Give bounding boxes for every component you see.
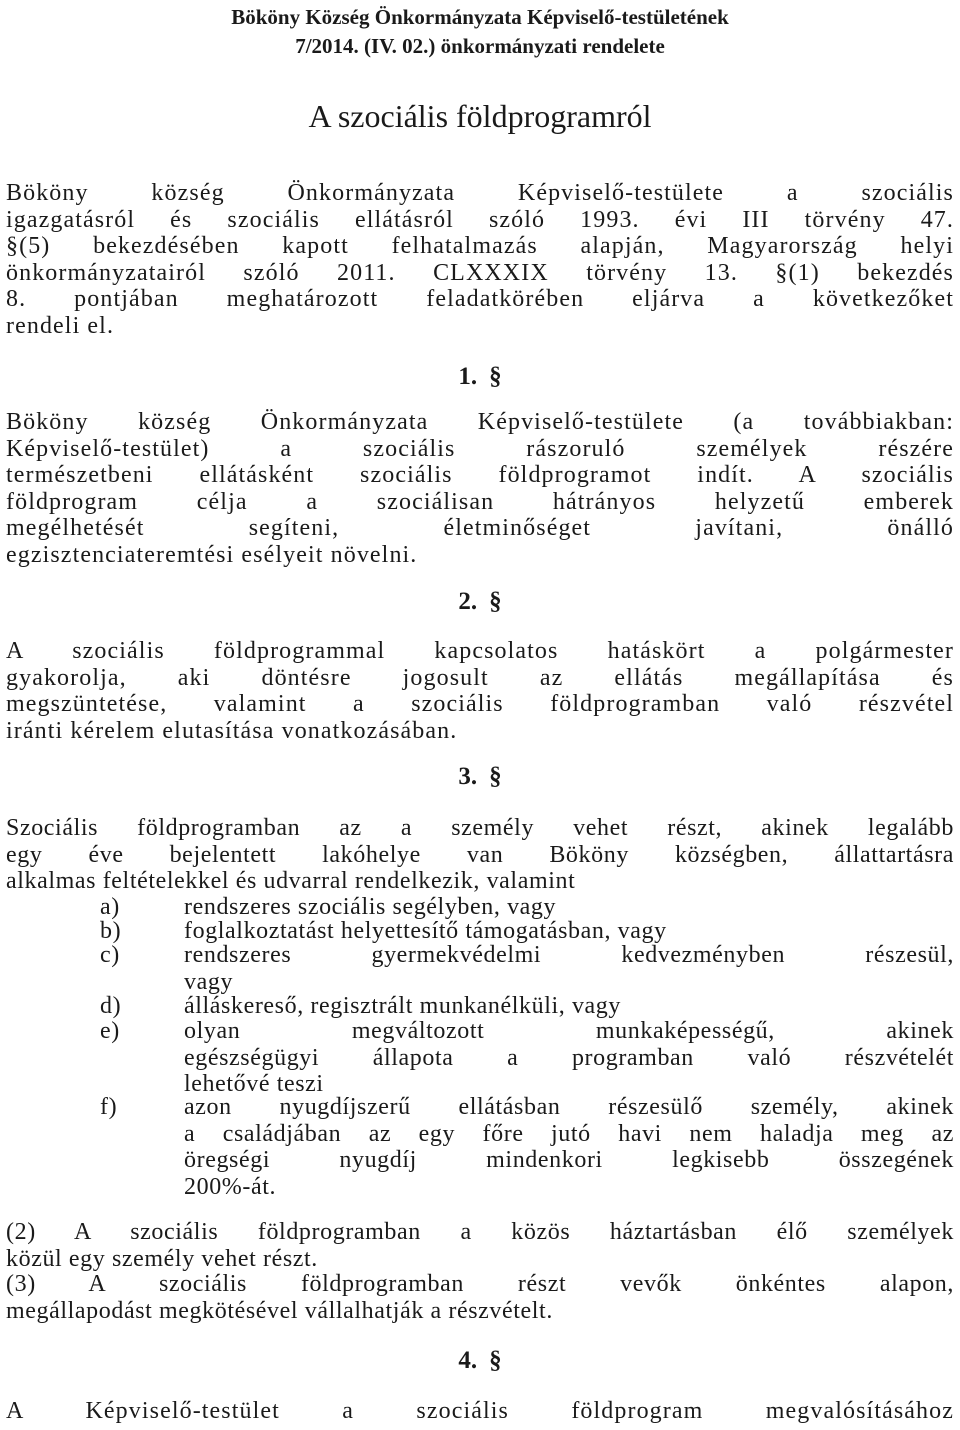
section-heading-4 bbox=[0, 1347, 960, 1375]
preamble-line: rendeli el. bbox=[6, 312, 115, 339]
section-line: megélhetését segíteni, életminőséget javítani, önálló bbox=[6, 515, 954, 542]
section-line: Képviselő-testület) a szociális rászoruló személyek részére bbox=[6, 435, 954, 462]
list-item-line: rendszeres szociális segélyben, vagy bbox=[184, 894, 557, 920]
section-heading-2 bbox=[0, 588, 960, 616]
section-line: megállapodást megkötésével vállalhatják a részvételt. bbox=[6, 1297, 553, 1324]
list-item-line: vagy bbox=[184, 968, 234, 995]
section-number: 2. bbox=[458, 588, 478, 615]
section-line: Szociális földprogramban az a személy vehet részt, akinek legalább bbox=[6, 815, 954, 841]
paragraph-sign: § bbox=[489, 763, 502, 790]
section-heading-3 bbox=[0, 763, 960, 791]
section-line: földprogram célja a szociálisan hátrányos helyzetű emberek bbox=[6, 488, 954, 515]
preamble-line: önkormányzatairól szóló 2011. CLXXXIX törvény 13. §(1) bekezdés bbox=[6, 259, 954, 286]
list-item-label: c) bbox=[100, 942, 120, 968]
section-number: 3. bbox=[458, 763, 478, 790]
section-line: alkalmas feltételekkel és udvarral rendelkezik, valamint bbox=[6, 868, 576, 895]
list-item-line: foglalkoztatást helyettesítő támogatásban, vagy bbox=[184, 918, 667, 944]
list-item-line: 200%-át. bbox=[184, 1173, 277, 1200]
paragraph-sign: § bbox=[489, 363, 502, 390]
section-number: 4. bbox=[458, 1347, 478, 1374]
section-1-text bbox=[6, 409, 954, 569]
section-line: közül egy személy vehet részt. bbox=[6, 1245, 318, 1272]
list-item-line: olyan megváltozott munkaképességű, akinek bbox=[184, 1018, 954, 1044]
section-line: (3) A szociális földprogramban részt vevők önkéntes alapon, bbox=[6, 1271, 954, 1297]
preamble-line: igazgatásról és szociális ellátásról szóló 1993. évi III törvény 47. bbox=[6, 206, 954, 233]
section-line: Bököny község Önkormányzata Képviselő-testülete (a továbbiakban: bbox=[6, 409, 954, 435]
section-3-paragraph-3 bbox=[6, 1271, 954, 1324]
section-line: (2) A szociális földprogramban a közös háztartásban élő személyek bbox=[6, 1219, 954, 1245]
section-4-text bbox=[6, 1398, 954, 1425]
list-item-line: rendszeres gyermekvédelmi kedvezményben részesül, bbox=[184, 942, 954, 968]
section-line: egy éve bejelentett lakóhelye van Bököny községben, állattartásra bbox=[6, 841, 954, 868]
list-item-line: egészségügyi állapota a programban való részvételét bbox=[184, 1044, 954, 1071]
list-item-line: a családjában az egy főre jutó havi nem haladja meg az bbox=[184, 1120, 954, 1147]
section-heading-1 bbox=[0, 363, 960, 391]
header-line-1: Bököny Község Önkormányzata Képviselő-testületének bbox=[231, 5, 729, 29]
section-line: egzisztenciateremtési esélyeit növelni. bbox=[6, 541, 418, 568]
list-item-line: álláskereső, regisztrált munkanélküli, vagy bbox=[184, 993, 621, 1019]
preamble-line: 8. pontjában meghatározott feladatkörében eljárva a következőket bbox=[6, 286, 954, 313]
list-item-line: öregségi nyugdíj mindenkori legkisebb összegének bbox=[184, 1147, 954, 1174]
section-number: 1. bbox=[458, 363, 478, 390]
section-line: A szociális földprogrammal kapcsolatos hatáskört a polgármester bbox=[6, 638, 954, 664]
section-3-text bbox=[6, 815, 954, 895]
preamble-line: Bököny község Önkormányzata Képviselő-testülete a szociális bbox=[6, 180, 954, 206]
paragraph-sign: § bbox=[489, 588, 502, 615]
list-item-line: azon nyugdíjszerű ellátásban részesülő személy, akinek bbox=[184, 1094, 954, 1120]
paragraph-sign: § bbox=[489, 1347, 502, 1374]
section-line: természetbeni ellátásként szociális földprogramot indít. A szociális bbox=[6, 462, 954, 489]
preamble-line: §(5) bekezdésében kapott felhatalmazás alapján, Magyarország helyi bbox=[6, 233, 954, 260]
list-item-label: d) bbox=[100, 993, 122, 1019]
list-item-label: b) bbox=[100, 918, 122, 944]
list-item-label: e) bbox=[100, 1018, 120, 1044]
header-line-2: 7/2014. (IV. 02.) önkormányzati rendelete bbox=[295, 34, 665, 58]
section-line: iránti kérelem elutasítása vonatkozásában. bbox=[6, 717, 458, 744]
section-3-paragraph-2 bbox=[6, 1219, 954, 1272]
section-line: gyakorolja, aki döntésre jogosult az ellátás megállapítása és bbox=[6, 664, 954, 691]
section-line: megszüntetése, valamint a szociális földprogramban való részvétel bbox=[6, 691, 954, 718]
section-2-text bbox=[6, 638, 954, 744]
list-item-label: a) bbox=[100, 894, 120, 920]
list-item-label: f) bbox=[100, 1094, 118, 1120]
section-line: A Képviselő-testület a szociális földprogram megvalósításához bbox=[6, 1398, 954, 1424]
document-title: A szociális földprogramról bbox=[308, 98, 652, 134]
preamble bbox=[6, 180, 954, 340]
list-item-line: lehetővé teszi bbox=[184, 1071, 324, 1098]
